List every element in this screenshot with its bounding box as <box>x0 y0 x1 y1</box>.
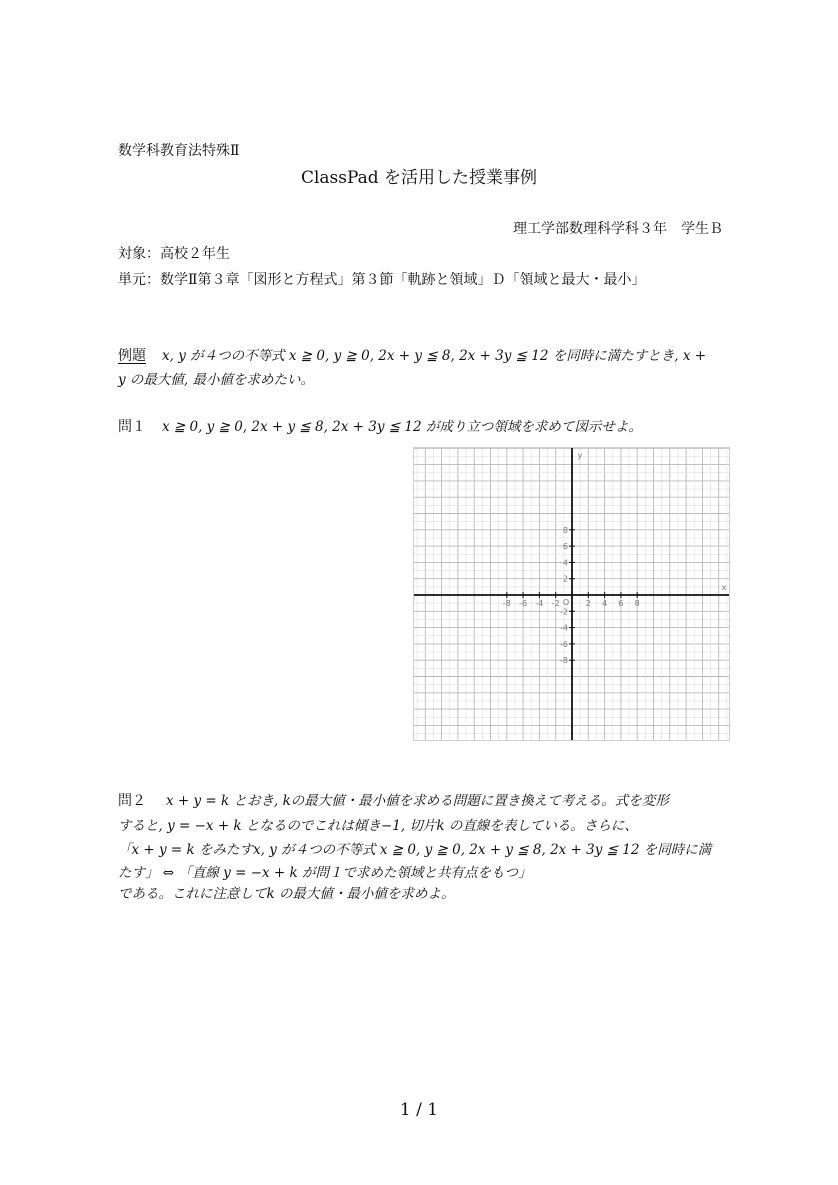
y-tick-label: 2 <box>562 574 568 584</box>
target-line: 対象：高校２年生 <box>118 246 230 262</box>
course-name: 数学科教育法特殊Ⅱ <box>118 143 240 159</box>
y-tick-label: 6 <box>562 542 568 552</box>
x-tick-label: -2 <box>551 599 560 608</box>
question2-text-line5: である。これに注意してk の最大値・最小値を求めよ。 <box>118 886 455 902</box>
author-line: 理工学部数理科学科３年 学生Ｂ <box>513 221 723 237</box>
unit-line: 単元：数学Ⅱ第３章「図形と方程式」第３節「軌跡と領域」Ｄ「領域と最大・最小」 <box>118 272 646 288</box>
question2-label: 問２ <box>118 793 146 809</box>
example-text-line2: y の最大値, 最小値を求めたい。 <box>118 372 315 388</box>
origin-label: O <box>562 598 570 607</box>
x-tick-label: 4 <box>602 599 608 608</box>
example-text-line1: x, y が４つの不等式 x ≧ 0, y ≧ 0, 2x + y ≦ 8, 2x + 3y ≦ 12 を同時に満たすとき, x + <box>162 348 707 364</box>
question1-text: x ≧ 0, y ≧ 0, 2x + y ≦ 8, 2x + 3y ≦ 12 が成り立つ領域を求めて図示せよ。 <box>162 419 642 435</box>
grid-svg <box>414 448 729 740</box>
y-tick-label: 4 <box>562 558 568 568</box>
y-axis-label: y <box>577 451 583 460</box>
document-title: ClassPad を活用した授業事例 <box>300 168 538 188</box>
y-tick-label: -6 <box>560 639 568 649</box>
coordinate-grid <box>413 447 730 741</box>
x-tick-label: 8 <box>634 599 640 608</box>
y-tick-label: 8 <box>562 525 568 535</box>
question2-text-line4: たす」 ⇔ 「直線 y = −x + k が問１で求めた領域と共有点をもつ」 <box>118 865 532 881</box>
x-tick-label: -4 <box>535 599 544 608</box>
y-tick-label: -4 <box>560 623 568 633</box>
question2-text-line3: 「x + y = k をみたすx, y が４つの不等式 x ≧ 0, y ≧ 0, 2x + y ≦ 8, 2x + 3y ≦ 12 を同時に満 <box>118 842 712 858</box>
x-tick-label: 2 <box>585 599 591 608</box>
question2-text-line2: すると, y = −x + k となるのでこれは傾き−1, 切片k の直線を表している。さらに、 <box>118 818 638 834</box>
page-number: 1 / 1 <box>399 1100 439 1120</box>
question1-label: 問１ <box>118 419 146 435</box>
y-tick-label: -2 <box>560 607 568 617</box>
x-axis-label: x <box>721 583 727 592</box>
y-tick-label: -8 <box>560 656 568 666</box>
x-tick-label: -8 <box>502 599 511 608</box>
x-tick-label: 6 <box>618 599 624 608</box>
question2-text-line1: x + y = k とおき, kの最大値・最小値を求める問題に置き換えて考える。式を変形 <box>166 793 669 809</box>
x-tick-label: -6 <box>519 599 528 608</box>
example-label: 例題 <box>118 348 146 364</box>
